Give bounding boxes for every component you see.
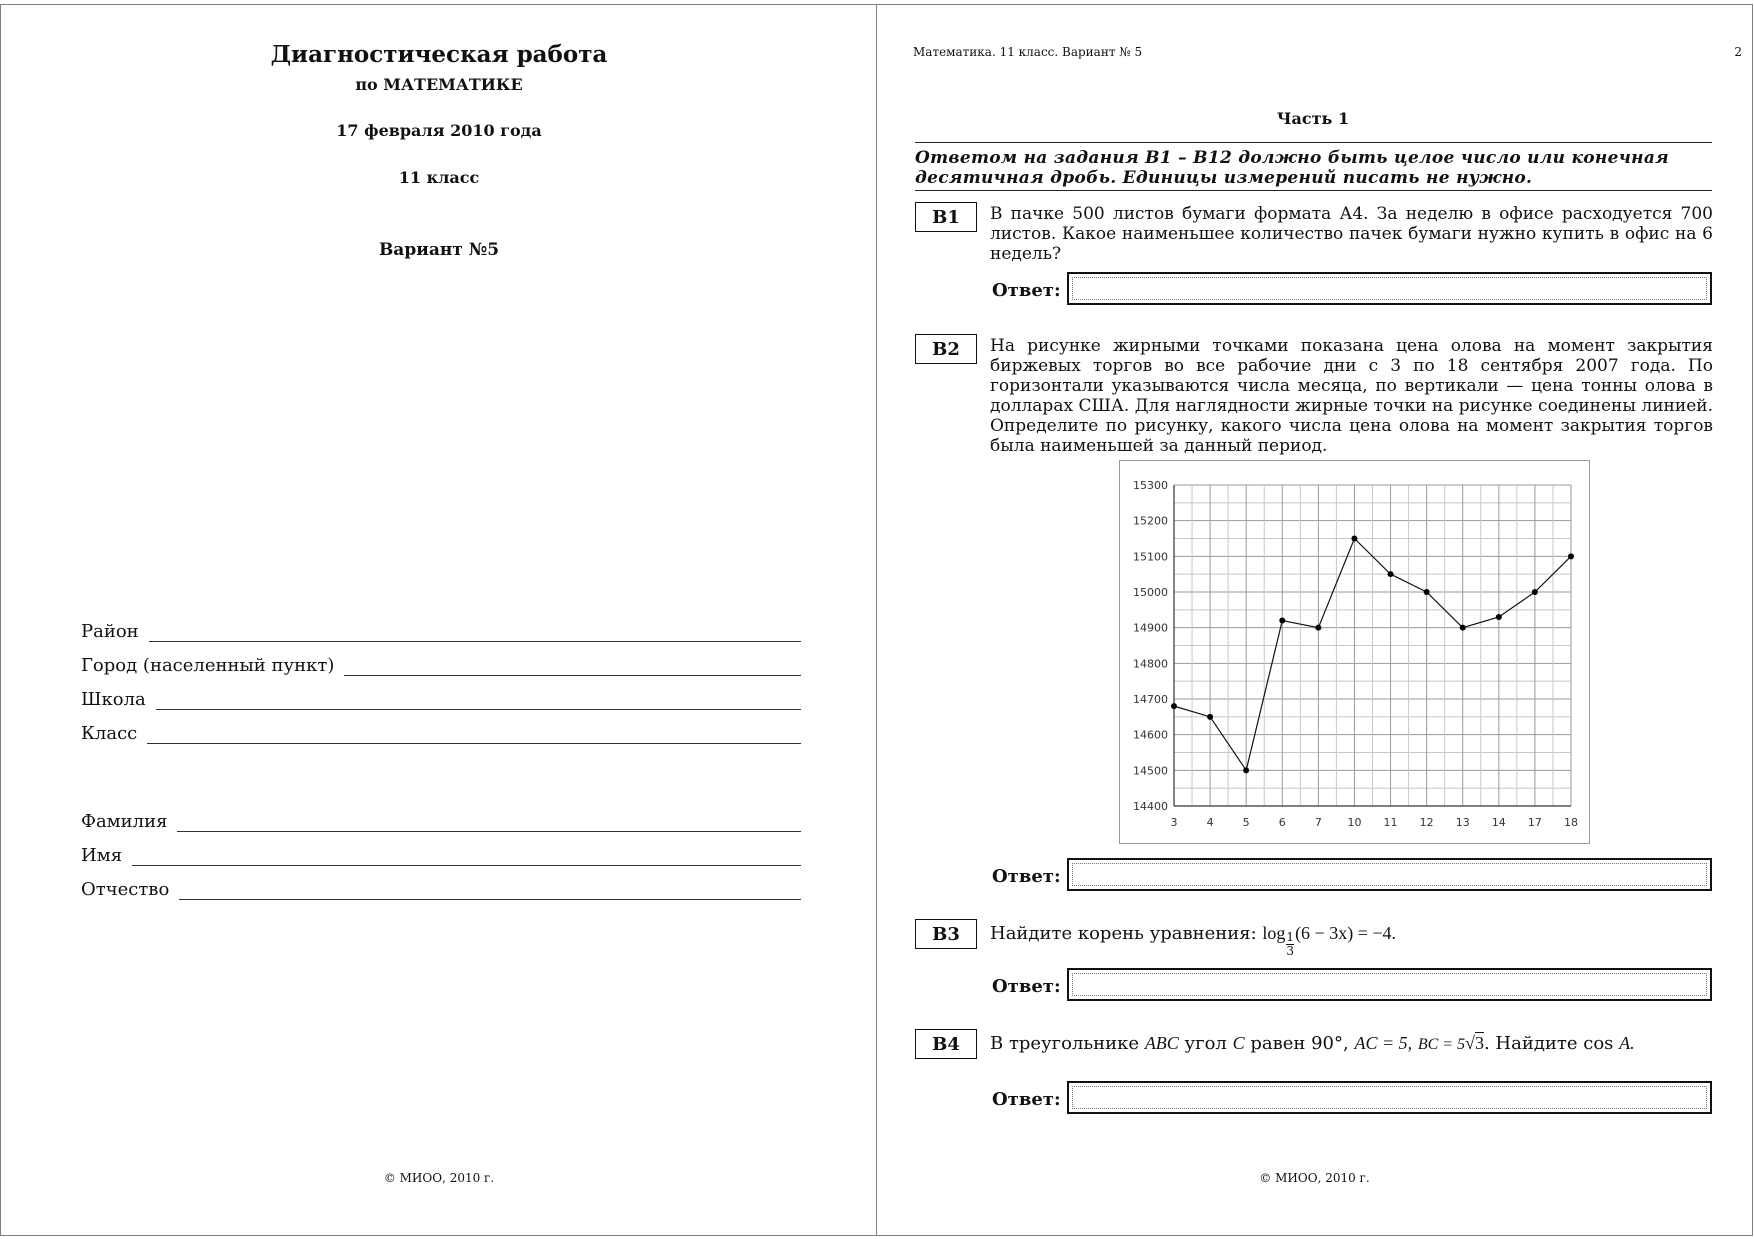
b4-c: C	[1232, 1033, 1245, 1053]
b4-abc: ABC	[1144, 1033, 1179, 1053]
city-label: Город (населенный пункт)	[81, 655, 335, 676]
surname-label: Фамилия	[81, 811, 168, 832]
task-b2-text: На рисунке жирными точками показана цена олова на момент закрытия биржевых торгов во все рабочие дни с 3 по 18 сентября 2007 года. По горизонтали указываются числа месяца, по вертикали — цена тонны олова в долларах США. Для наглядности жирные точки на рисунке соединены линией. Определите по рисунку, какого числа цена олова на момент закрытия торгов была наименьшей за данный период.	[990, 336, 1713, 456]
district-line[interactable]	[149, 640, 801, 642]
b4-text-mid1: угол	[1184, 1033, 1227, 1054]
b3-log: log	[1262, 923, 1286, 943]
patronymic-label: Отчество	[81, 879, 170, 900]
y-tick-label: 14700	[1133, 693, 1168, 706]
instructions-top-rule	[915, 142, 1712, 143]
x-tick-label: 4	[1206, 816, 1214, 829]
city-line[interactable]	[344, 674, 801, 676]
y-tick-label: 14500	[1133, 764, 1168, 778]
y-tick-label: 14900	[1133, 621, 1168, 635]
data-point	[1243, 767, 1249, 773]
y-tick-label: 14800	[1133, 657, 1168, 671]
data-point	[1207, 714, 1213, 720]
left-footer: © МИОО, 2010 г.	[383, 1171, 495, 1185]
part-title: Часть 1	[1276, 109, 1350, 128]
b3-text-after: (6 − 3x) = −4.	[1295, 923, 1397, 943]
name-field[interactable]	[81, 837, 801, 867]
district-field[interactable]	[81, 613, 801, 643]
title-page	[0, 4, 878, 1236]
variant-label: Вариант №5	[378, 240, 500, 260]
class-field[interactable]	[81, 715, 801, 745]
x-tick-label: 11	[1383, 816, 1398, 829]
tin-price-chart	[1119, 460, 1590, 844]
data-point	[1532, 589, 1538, 595]
grade-label: 11 класс	[398, 168, 480, 187]
b3-base-num: 1	[1286, 930, 1295, 944]
y-tick-label: 15000	[1133, 586, 1168, 599]
name-label: Имя	[81, 845, 123, 866]
x-tick-label: 17	[1527, 816, 1542, 829]
b3-base-den: 3	[1286, 944, 1295, 958]
b4-text-mid2: равен 90°,	[1250, 1033, 1349, 1054]
answer-label-b3: Ответ:	[992, 976, 1061, 997]
b3-log-base	[1286, 931, 1294, 958]
x-tick-label: 6	[1278, 816, 1286, 829]
y-tick-label: 15200	[1133, 514, 1168, 528]
instructions: Ответом на задания В1 – В12 должно быть целое число или конечная десятичная дробь. Единицы измерений писать не нужно.	[915, 148, 1670, 188]
name-line[interactable]	[132, 864, 801, 866]
y-tick-label: 15100	[1133, 550, 1168, 564]
instructions-bottom-rule	[915, 190, 1712, 191]
data-point	[1460, 625, 1466, 631]
task-b2-label: B2	[915, 334, 977, 364]
x-tick-label: 18	[1564, 816, 1578, 829]
class-line[interactable]	[147, 742, 801, 744]
school-field[interactable]	[81, 681, 801, 711]
data-point	[1315, 625, 1321, 631]
b4-sqrt: √3	[1465, 1033, 1484, 1053]
answer-field-b3[interactable]	[1067, 968, 1712, 1001]
school-line[interactable]	[156, 708, 801, 710]
b4-a: A.	[1619, 1033, 1635, 1053]
b4-bc: BC = 5	[1417, 1036, 1466, 1053]
page-subtitle: по МАТЕМАТИКЕ	[355, 75, 523, 94]
b4-sqrt-arg: 3	[1474, 1033, 1484, 1053]
patronymic-field[interactable]	[81, 871, 801, 901]
right-footer: © МИОО, 2010 г.	[1259, 1171, 1370, 1185]
x-tick-label: 5	[1242, 816, 1250, 829]
data-point	[1279, 618, 1285, 624]
answer-label-b2: Ответ:	[992, 866, 1061, 887]
b4-text-after: . Найдите cos	[1483, 1033, 1614, 1054]
city-field[interactable]	[81, 647, 801, 677]
task-b1-label: B1	[915, 202, 977, 232]
x-tick-label: 12	[1419, 816, 1434, 829]
x-tick-label: 10	[1347, 816, 1362, 829]
patronymic-line[interactable]	[179, 898, 801, 900]
x-tick-label: 7	[1314, 816, 1322, 829]
tasks-page	[876, 4, 1753, 1236]
y-tick-label: 15300	[1133, 479, 1168, 492]
answer-field-b1[interactable]	[1067, 272, 1712, 305]
district-label: Район	[81, 621, 139, 642]
data-point	[1568, 553, 1574, 559]
answer-field-b2[interactable]	[1067, 858, 1712, 891]
x-tick-label: 13	[1455, 816, 1470, 829]
answer-field-b4[interactable]	[1067, 1081, 1712, 1114]
y-tick-label: 14600	[1133, 728, 1168, 742]
task-b4-label: B4	[915, 1029, 977, 1059]
y-tick-label: 14400	[1133, 800, 1168, 813]
task-b3-text	[990, 923, 1713, 958]
b3-text-before: Найдите корень уравнения:	[990, 923, 1257, 944]
x-tick-label: 14	[1491, 816, 1506, 829]
school-label: Школа	[81, 689, 146, 710]
task-b4-text	[990, 1033, 1713, 1055]
task-b3-label: B3	[915, 919, 977, 949]
surname-line[interactable]	[177, 830, 801, 832]
data-point	[1351, 536, 1357, 542]
data-point	[1171, 703, 1177, 709]
answer-label-b4: Ответ:	[992, 1089, 1061, 1110]
page-number: 2	[1734, 45, 1742, 59]
running-header: Математика. 11 класс. Вариант № 5	[913, 45, 1143, 59]
chart-svg	[1120, 461, 1589, 843]
x-tick-label: 3	[1170, 816, 1178, 829]
data-point	[1496, 614, 1502, 620]
surname-field[interactable]	[81, 803, 801, 833]
data-point	[1388, 571, 1394, 577]
exam-date: 17 февраля 2010 года	[336, 121, 542, 140]
answer-label-b1: Ответ:	[992, 280, 1061, 301]
b4-text-before: В треугольнике	[990, 1033, 1140, 1054]
class-label: Класс	[81, 723, 138, 744]
page-title: Диагностическая работа	[270, 41, 608, 68]
task-b1-text: В пачке 500 листов бумаги формата А4. За неделю в офисе расходуется 700 листов. Какое наименьшее количество пачек бумаги нужно купить в офис на 6 недель?	[990, 204, 1713, 264]
data-point	[1424, 589, 1430, 595]
b4-ac: AC = 5,	[1354, 1033, 1413, 1053]
